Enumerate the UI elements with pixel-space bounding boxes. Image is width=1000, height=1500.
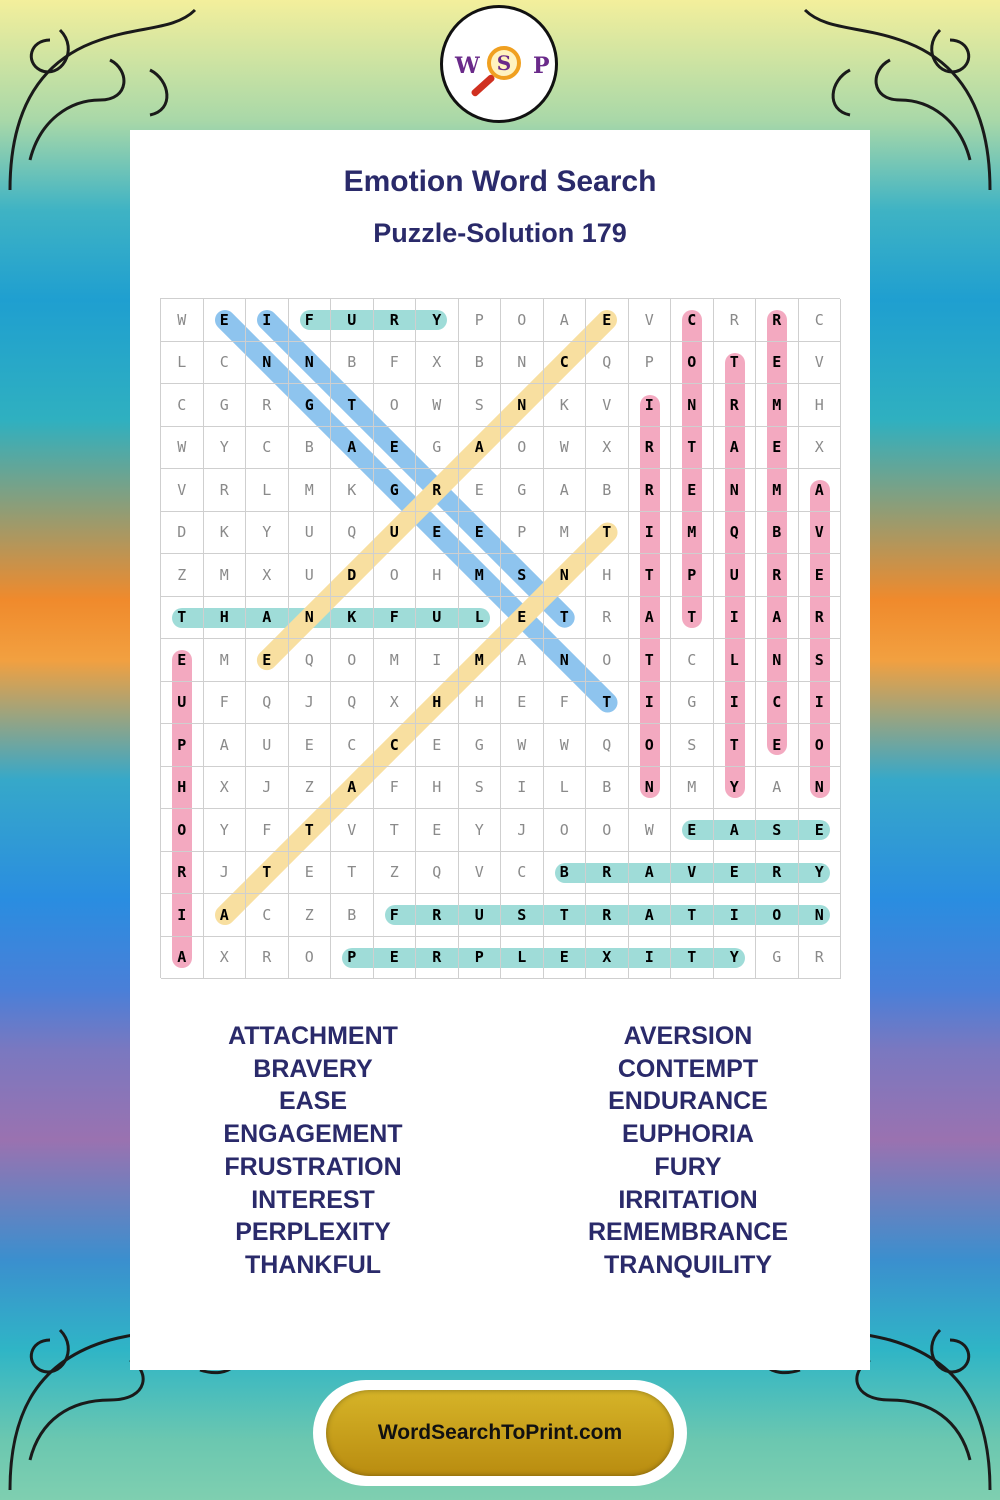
- grid-cell[interactable]: E: [501, 597, 544, 640]
- grid-cell[interactable]: N: [544, 639, 587, 682]
- grid-cell[interactable]: C: [544, 342, 587, 385]
- grid-cell[interactable]: U: [161, 682, 204, 725]
- grid-cell[interactable]: P: [459, 299, 502, 342]
- word-list-left: [148, 1020, 478, 1282]
- word-list-item: ATTACHMENT: [228, 1022, 398, 1050]
- grid-cell[interactable]: T: [544, 597, 587, 640]
- grid-cell[interactable]: O: [161, 809, 204, 852]
- grid-cell[interactable]: K: [331, 597, 374, 640]
- grid-cell[interactable]: T: [289, 809, 332, 852]
- grid-cell[interactable]: I: [799, 682, 842, 725]
- grid-cell[interactable]: N: [501, 384, 544, 427]
- grid-cell[interactable]: S: [501, 894, 544, 937]
- grid-cell[interactable]: H: [416, 682, 459, 725]
- grid-cell[interactable]: E: [544, 937, 587, 980]
- word-list-item: REMEMBRANCE: [588, 1218, 788, 1247]
- grid-cell[interactable]: S: [459, 384, 502, 427]
- grid-cell[interactable]: C: [799, 299, 842, 342]
- grid-cell[interactable]: I: [161, 894, 204, 937]
- grid-cell[interactable]: U: [714, 554, 757, 597]
- grid-cell[interactable]: O: [586, 809, 629, 852]
- grid-cell[interactable]: W: [544, 724, 587, 767]
- grid-cell[interactable]: A: [714, 809, 757, 852]
- grid-cell[interactable]: A: [629, 894, 672, 937]
- grid-cell[interactable]: C: [374, 724, 417, 767]
- grid-cell[interactable]: B: [331, 342, 374, 385]
- grid-cell[interactable]: V: [799, 342, 842, 385]
- grid-cell[interactable]: A: [501, 639, 544, 682]
- grid-cell[interactable]: E: [799, 554, 842, 597]
- grid-cell[interactable]: F: [544, 682, 587, 725]
- grid-cell[interactable]: A: [204, 894, 247, 937]
- grid-cell[interactable]: R: [416, 894, 459, 937]
- grid-cell[interactable]: O: [501, 427, 544, 470]
- grid-cell[interactable]: P: [331, 937, 374, 980]
- grid-cell[interactable]: E: [289, 724, 332, 767]
- grid-cell[interactable]: R: [629, 469, 672, 512]
- grid-cell[interactable]: B: [544, 852, 587, 895]
- grid-cell[interactable]: T: [331, 852, 374, 895]
- grid-cell[interactable]: I: [416, 639, 459, 682]
- grid-cell[interactable]: P: [501, 512, 544, 555]
- grid-cell[interactable]: E: [671, 809, 714, 852]
- word-list-item: ENDURANCE: [608, 1087, 768, 1116]
- grid-cell[interactable]: T: [544, 894, 587, 937]
- grid-cell[interactable]: M: [289, 469, 332, 512]
- grid-cell[interactable]: R: [756, 554, 799, 597]
- grid-cell[interactable]: T: [161, 597, 204, 640]
- grid-cell[interactable]: Z: [289, 767, 332, 810]
- word-list-item: TRANQUILITY: [603, 1250, 773, 1279]
- word-list-item: IRRITATION: [618, 1185, 758, 1214]
- grid-cell[interactable]: T: [714, 724, 757, 767]
- grid-cell[interactable]: X: [374, 682, 417, 725]
- logo-letter-w: W: [455, 53, 480, 79]
- grid-cell[interactable]: R: [799, 597, 842, 640]
- grid-cell[interactable]: C: [204, 342, 247, 385]
- grid-cell[interactable]: A: [629, 597, 672, 640]
- grid-cell[interactable]: B: [331, 894, 374, 937]
- grid-cell[interactable]: I: [501, 767, 544, 810]
- grid-cell[interactable]: N: [756, 639, 799, 682]
- grid-cell[interactable]: V: [331, 809, 374, 852]
- grid-cell[interactable]: T: [671, 894, 714, 937]
- grid-cell[interactable]: T: [586, 512, 629, 555]
- grid-cell[interactable]: X: [586, 427, 629, 470]
- word-list-right: [523, 1020, 853, 1282]
- logo-letter-s: S: [487, 46, 521, 80]
- grid-cell[interactable]: G: [204, 384, 247, 427]
- grid-cell[interactable]: R: [799, 937, 842, 980]
- grid-cell[interactable]: E: [161, 639, 204, 682]
- grid-cell[interactable]: B: [756, 512, 799, 555]
- grid-cell[interactable]: L: [544, 767, 587, 810]
- grid-cell[interactable]: O: [799, 724, 842, 767]
- grid-cell[interactable]: T: [671, 427, 714, 470]
- grid-cell[interactable]: E: [374, 937, 417, 980]
- grid-cell[interactable]: V: [586, 384, 629, 427]
- grid-cell[interactable]: F: [374, 767, 417, 810]
- grid-cell[interactable]: O: [374, 384, 417, 427]
- grid-cell[interactable]: G: [289, 384, 332, 427]
- grid-cell[interactable]: U: [459, 894, 502, 937]
- grid-cell[interactable]: K: [544, 384, 587, 427]
- grid-cell[interactable]: I: [629, 937, 672, 980]
- grid-cell[interactable]: A: [246, 597, 289, 640]
- grid-cell[interactable]: O: [629, 724, 672, 767]
- grid-cell[interactable]: S: [459, 767, 502, 810]
- grid-cell[interactable]: E: [416, 512, 459, 555]
- grid-cell[interactable]: Q: [331, 682, 374, 725]
- grid-cell[interactable]: Y: [714, 767, 757, 810]
- grid-cell[interactable]: R: [714, 384, 757, 427]
- grid-cell[interactable]: J: [501, 809, 544, 852]
- page-subtitle: Puzzle-Solution 179: [373, 218, 627, 248]
- grid-cell[interactable]: I: [714, 894, 757, 937]
- grid-cell[interactable]: U: [374, 512, 417, 555]
- grid-cell[interactable]: A: [161, 937, 204, 980]
- grid-cell[interactable]: I: [246, 299, 289, 342]
- grid-cell[interactable]: R: [374, 299, 417, 342]
- grid-cell[interactable]: G: [459, 724, 502, 767]
- word-list-item: EASE: [278, 1087, 348, 1116]
- grid-cell[interactable]: X: [246, 554, 289, 597]
- grid-cell[interactable]: C: [671, 639, 714, 682]
- grid-cell[interactable]: M: [544, 512, 587, 555]
- grid-cell[interactable]: H: [416, 767, 459, 810]
- grid-cell[interactable]: Q: [416, 852, 459, 895]
- grid-cell[interactable]: C: [756, 682, 799, 725]
- grid-cell[interactable]: O: [289, 937, 332, 980]
- grid-cell[interactable]: L: [161, 342, 204, 385]
- grid-cell[interactable]: E: [756, 724, 799, 767]
- grid-cell[interactable]: R: [416, 937, 459, 980]
- grid-cell[interactable]: E: [501, 682, 544, 725]
- grid-cell[interactable]: B: [586, 469, 629, 512]
- grid-cell[interactable]: G: [501, 469, 544, 512]
- grid-cell[interactable]: E: [671, 469, 714, 512]
- grid-cell[interactable]: I: [629, 384, 672, 427]
- grid-cell[interactable]: Q: [586, 724, 629, 767]
- grid-cell[interactable]: N: [714, 469, 757, 512]
- grid-cell[interactable]: W: [544, 427, 587, 470]
- grid-cell[interactable]: R: [586, 852, 629, 895]
- grid-cell[interactable]: V: [161, 469, 204, 512]
- grid-cell[interactable]: E: [416, 809, 459, 852]
- grid-cell[interactable]: C: [671, 299, 714, 342]
- grid-cell[interactable]: S: [799, 639, 842, 682]
- grid-cell[interactable]: M: [671, 767, 714, 810]
- grid-cell[interactable]: B: [289, 427, 332, 470]
- grid-cell[interactable]: A: [799, 469, 842, 512]
- grid-cell[interactable]: T: [246, 852, 289, 895]
- grid-cell[interactable]: Q: [331, 512, 374, 555]
- grid-cell[interactable]: W: [161, 427, 204, 470]
- grid-cell[interactable]: B: [586, 767, 629, 810]
- grid-cell[interactable]: O: [501, 299, 544, 342]
- grid-cell[interactable]: N: [501, 342, 544, 385]
- grid-cell[interactable]: L: [459, 597, 502, 640]
- grid-cell[interactable]: F: [374, 894, 417, 937]
- grid-cell[interactable]: I: [714, 682, 757, 725]
- grid-cell[interactable]: W: [501, 724, 544, 767]
- grid-cell[interactable]: Z: [374, 852, 417, 895]
- grid-cell[interactable]: J: [204, 852, 247, 895]
- grid-cell[interactable]: Y: [416, 299, 459, 342]
- grid-cell[interactable]: A: [756, 767, 799, 810]
- grid-cell[interactable]: Y: [246, 512, 289, 555]
- grid-cell[interactable]: R: [246, 384, 289, 427]
- grid-cell[interactable]: E: [459, 469, 502, 512]
- grid-cell[interactable]: E: [459, 512, 502, 555]
- grid-cell[interactable]: R: [756, 852, 799, 895]
- grid-cell[interactable]: Z: [289, 894, 332, 937]
- grid-cell[interactable]: O: [374, 554, 417, 597]
- grid-cell[interactable]: W: [161, 299, 204, 342]
- grid-cell[interactable]: X: [799, 427, 842, 470]
- grid-cell[interactable]: A: [331, 427, 374, 470]
- grid-cell[interactable]: R: [246, 937, 289, 980]
- grid-cell[interactable]: E: [204, 299, 247, 342]
- grid-cell[interactable]: I: [629, 512, 672, 555]
- grid-cell[interactable]: H: [459, 682, 502, 725]
- grid-cell[interactable]: W: [629, 809, 672, 852]
- grid-cell[interactable]: U: [289, 512, 332, 555]
- grid-cell[interactable]: K: [331, 469, 374, 512]
- grid-cell[interactable]: Y: [459, 809, 502, 852]
- grid-cell[interactable]: P: [459, 937, 502, 980]
- grid-cell[interactable]: D: [161, 512, 204, 555]
- word-list-item: FURY: [654, 1152, 722, 1181]
- grid-cell[interactable]: H: [799, 384, 842, 427]
- site-link-button[interactable]: WordSearchToPrint.com: [326, 1390, 674, 1476]
- word-list-item: BRAVERY: [253, 1054, 373, 1083]
- word-list-item: EUPHORIA: [622, 1120, 754, 1149]
- grid-cell[interactable]: X: [586, 937, 629, 980]
- grid-cell[interactable]: N: [289, 597, 332, 640]
- grid-cell[interactable]: T: [331, 384, 374, 427]
- grid-cell[interactable]: E: [289, 852, 332, 895]
- grid-cell[interactable]: Y: [204, 427, 247, 470]
- grid-cell[interactable]: N: [246, 342, 289, 385]
- grid-cell[interactable]: X: [204, 767, 247, 810]
- grid-cell[interactable]: V: [629, 299, 672, 342]
- grid-cell[interactable]: U: [416, 597, 459, 640]
- grid-cell[interactable]: A: [204, 724, 247, 767]
- grid-cell[interactable]: C: [246, 427, 289, 470]
- grid-cell[interactable]: G: [374, 469, 417, 512]
- grid-cell[interactable]: L: [714, 639, 757, 682]
- grid-cell[interactable]: N: [629, 767, 672, 810]
- grid-cell[interactable]: T: [671, 597, 714, 640]
- grid-cell[interactable]: V: [459, 852, 502, 895]
- grid-cell[interactable]: H: [416, 554, 459, 597]
- grid-cell[interactable]: C: [246, 894, 289, 937]
- grid-cell[interactable]: E: [246, 639, 289, 682]
- grid-cell[interactable]: O: [756, 894, 799, 937]
- grid-cell[interactable]: R: [586, 894, 629, 937]
- grid-cell[interactable]: S: [671, 724, 714, 767]
- grid-cell[interactable]: N: [799, 767, 842, 810]
- grid-cell[interactable]: C: [161, 384, 204, 427]
- grid-cell[interactable]: E: [799, 809, 842, 852]
- grid-cell[interactable]: Y: [714, 937, 757, 980]
- grid-cell[interactable]: E: [714, 852, 757, 895]
- grid-cell[interactable]: B: [459, 342, 502, 385]
- grid-cell[interactable]: Y: [204, 809, 247, 852]
- grid-cell[interactable]: O: [586, 639, 629, 682]
- grid-cell[interactable]: A: [756, 597, 799, 640]
- grid-cell[interactable]: T: [586, 682, 629, 725]
- grid-cell[interactable]: P: [161, 724, 204, 767]
- logo-letter-p: P: [533, 53, 550, 79]
- grid-cell[interactable]: H: [586, 554, 629, 597]
- grid-cell[interactable]: R: [756, 299, 799, 342]
- grid-cell[interactable]: G: [756, 937, 799, 980]
- grid-cell[interactable]: M: [374, 639, 417, 682]
- grid-cell[interactable]: E: [756, 342, 799, 385]
- grid-cell[interactable]: R: [416, 469, 459, 512]
- grid-cell[interactable]: A: [629, 852, 672, 895]
- grid-cell[interactable]: A: [714, 427, 757, 470]
- grid-cell[interactable]: E: [756, 427, 799, 470]
- grid-cell[interactable]: Q: [714, 512, 757, 555]
- grid-cell[interactable]: V: [671, 852, 714, 895]
- grid-cell[interactable]: Q: [246, 682, 289, 725]
- grid-cell[interactable]: M: [756, 469, 799, 512]
- grid-cell[interactable]: T: [671, 937, 714, 980]
- grid-cell[interactable]: M: [204, 639, 247, 682]
- grid-cell[interactable]: P: [671, 554, 714, 597]
- grid-cell[interactable]: M: [204, 554, 247, 597]
- grid-cell[interactable]: F: [289, 299, 332, 342]
- grid-cell[interactable]: L: [246, 469, 289, 512]
- word-list-item: AVERSION: [623, 1022, 753, 1050]
- word-list-item: CONTEMPT: [617, 1054, 759, 1083]
- grid-cell[interactable]: A: [459, 427, 502, 470]
- grid-cell[interactable]: T: [629, 554, 672, 597]
- wsp-logo: [440, 5, 558, 123]
- grid-cell[interactable]: S: [501, 554, 544, 597]
- grid-cell[interactable]: A: [544, 469, 587, 512]
- grid-cell[interactable]: F: [246, 809, 289, 852]
- word-list-item: THANKFUL: [244, 1250, 382, 1279]
- grid-cell[interactable]: R: [629, 427, 672, 470]
- grid-cell[interactable]: M: [756, 384, 799, 427]
- grid-cell[interactable]: W: [416, 384, 459, 427]
- grid-cell[interactable]: H: [204, 597, 247, 640]
- grid-cell[interactable]: M: [459, 554, 502, 597]
- grid-cell[interactable]: G: [416, 427, 459, 470]
- grid-cell[interactable]: E: [416, 724, 459, 767]
- grid-cell[interactable]: T: [374, 809, 417, 852]
- grid-cell[interactable]: G: [671, 682, 714, 725]
- grid-cell[interactable]: F: [204, 682, 247, 725]
- grid-cell[interactable]: Z: [161, 554, 204, 597]
- grid-cell[interactable]: S: [756, 809, 799, 852]
- grid-cell[interactable]: C: [501, 852, 544, 895]
- grid-cell[interactable]: A: [544, 299, 587, 342]
- grid-cell[interactable]: C: [331, 724, 374, 767]
- grid-cell[interactable]: D: [331, 554, 374, 597]
- grid-cell[interactable]: E: [374, 427, 417, 470]
- grid-cell[interactable]: R: [161, 852, 204, 895]
- grid-cell[interactable]: N: [289, 342, 332, 385]
- grid-cell[interactable]: X: [204, 937, 247, 980]
- grid-cell[interactable]: Q: [586, 342, 629, 385]
- grid-cell[interactable]: U: [289, 554, 332, 597]
- page-title: Emotion Word Search: [343, 165, 657, 198]
- grid-cell[interactable]: L: [501, 937, 544, 980]
- grid-cell[interactable]: K: [204, 512, 247, 555]
- grid-cell[interactable]: X: [416, 342, 459, 385]
- grid-cell[interactable]: U: [331, 299, 374, 342]
- grid-cell[interactable]: H: [161, 767, 204, 810]
- grid-cell[interactable]: R: [586, 597, 629, 640]
- grid-cell[interactable]: M: [459, 639, 502, 682]
- grid-cell[interactable]: Q: [289, 639, 332, 682]
- grid-cell[interactable]: N: [544, 554, 587, 597]
- grid-cell[interactable]: I: [714, 597, 757, 640]
- word-list-item: FRUSTRATION: [224, 1152, 402, 1181]
- grid-cell[interactable]: F: [374, 597, 417, 640]
- grid-cell[interactable]: N: [671, 384, 714, 427]
- grid-cell[interactable]: R: [204, 469, 247, 512]
- grid-cell[interactable]: A: [331, 767, 374, 810]
- grid-cell[interactable]: F: [374, 342, 417, 385]
- grid-cell[interactable]: E: [586, 299, 629, 342]
- grid-cell[interactable]: R: [714, 299, 757, 342]
- grid-cell[interactable]: J: [289, 682, 332, 725]
- grid-cell[interactable]: T: [714, 342, 757, 385]
- word-list-item: PERPLEXITY: [235, 1218, 391, 1247]
- word-list-item: ENGAGEMENT: [223, 1120, 403, 1149]
- grid-cell[interactable]: P: [629, 342, 672, 385]
- grid-cell[interactable]: O: [544, 809, 587, 852]
- grid-cell[interactable]: T: [629, 639, 672, 682]
- word-list-item: INTEREST: [251, 1185, 375, 1214]
- grid-cell[interactable]: Y: [799, 852, 842, 895]
- grid-cell[interactable]: O: [671, 342, 714, 385]
- grid-cell[interactable]: V: [799, 512, 842, 555]
- grid-cell[interactable]: U: [246, 724, 289, 767]
- grid-cell[interactable]: N: [799, 894, 842, 937]
- grid-cell[interactable]: J: [246, 767, 289, 810]
- word-search-grid: [160, 298, 840, 978]
- grid-cell[interactable]: O: [331, 639, 374, 682]
- grid-cell[interactable]: M: [671, 512, 714, 555]
- grid-cell[interactable]: I: [629, 682, 672, 725]
